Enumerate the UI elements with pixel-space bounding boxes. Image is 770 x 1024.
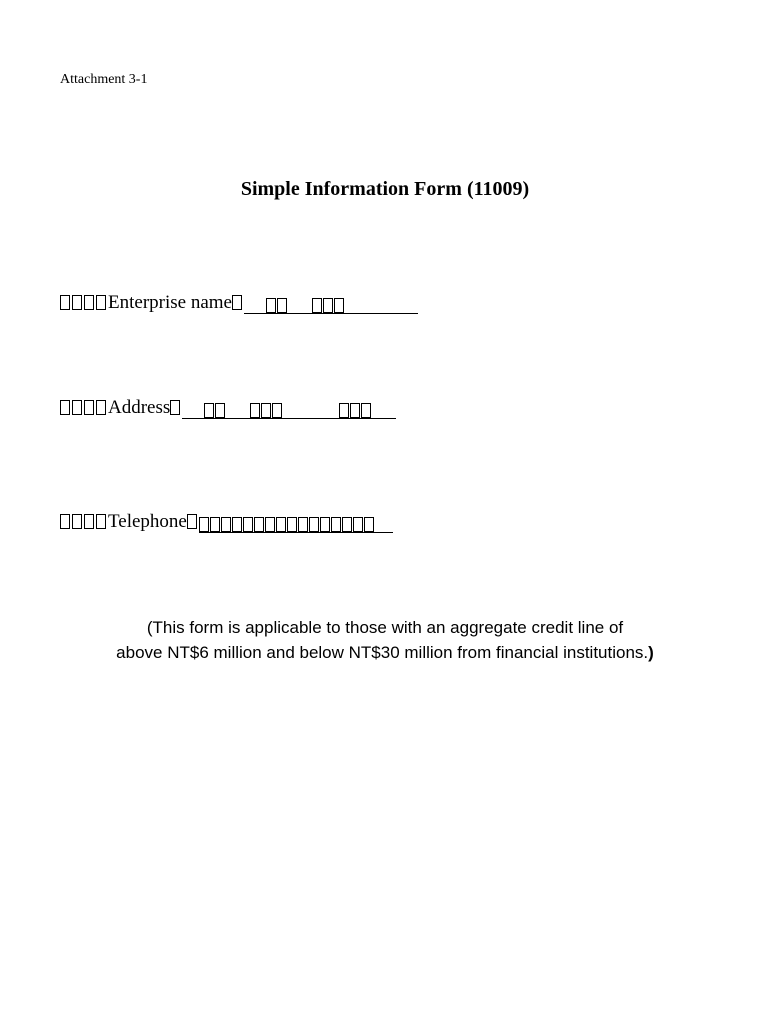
placeholder-glyph [323, 298, 333, 313]
placeholder-glyph [287, 517, 297, 532]
placeholder-glyph [309, 517, 319, 532]
enterprise-name-field[interactable] [244, 293, 418, 314]
placeholder-glyph [96, 295, 106, 310]
placeholder-glyph [334, 298, 344, 313]
placeholder-glyph [96, 400, 106, 415]
placeholder-glyph [72, 514, 82, 529]
placeholder-glyph [84, 295, 94, 310]
placeholder-glyph [243, 517, 253, 532]
placeholder-glyph [331, 517, 341, 532]
address-field[interactable] [182, 398, 396, 419]
placeholder-glyph [187, 514, 197, 529]
placeholder-glyph [210, 517, 220, 532]
placeholder-glyph [361, 403, 371, 418]
address-row [60, 395, 396, 421]
placeholder-glyph [353, 517, 363, 532]
placeholder-glyph [84, 400, 94, 415]
placeholder-glyph [339, 403, 349, 418]
placeholder-glyph [250, 403, 260, 418]
placeholder-glyph [96, 514, 106, 529]
placeholder-glyph [204, 403, 214, 418]
placeholder-glyph [254, 517, 264, 532]
telephone-label: Telephone [108, 511, 187, 532]
placeholder-glyph [72, 400, 82, 415]
address-label: Address [108, 397, 171, 418]
enterprise-name-row [60, 290, 418, 316]
placeholder-glyph [261, 403, 271, 418]
note-line-2-wrapper [0, 640, 770, 665]
placeholder-glyph [84, 514, 94, 529]
placeholder-glyph [350, 403, 360, 418]
form-title: Simple Information Form (11009) [240, 178, 530, 200]
placeholder-glyph [342, 517, 352, 532]
placeholder-glyph [266, 298, 276, 313]
placeholder-glyph [60, 400, 70, 415]
enterprise-name-label: Enterprise name [108, 292, 232, 313]
placeholder-glyph [72, 295, 82, 310]
placeholder-glyph [298, 517, 308, 532]
placeholder-glyph [312, 298, 322, 313]
placeholder-glyph [170, 400, 180, 415]
placeholder-glyph [232, 517, 242, 532]
attachment-label: Attachment 3-1 [60, 72, 148, 87]
note-line-1: (This form is applicable to those with an aggregate credit line of [146, 618, 624, 637]
placeholder-glyph [232, 295, 242, 310]
note-line-2: above NT$6 million and below NT$30 million from financial institutions. [116, 643, 649, 662]
placeholder-glyph [199, 517, 209, 532]
placeholder-glyph [276, 517, 286, 532]
placeholder-glyph [221, 517, 231, 532]
placeholder-glyph [265, 517, 275, 532]
placeholder-glyph [215, 403, 225, 418]
telephone-row [60, 509, 393, 535]
placeholder-glyph [320, 517, 330, 532]
placeholder-glyph [60, 514, 70, 529]
placeholder-glyph [277, 298, 287, 313]
placeholder-glyph [364, 517, 374, 532]
telephone-field[interactable] [199, 512, 393, 533]
placeholder-glyph [60, 295, 70, 310]
placeholder-glyph [272, 403, 282, 418]
applicability-note [0, 615, 770, 665]
note-closing-paren: ) [648, 643, 654, 662]
